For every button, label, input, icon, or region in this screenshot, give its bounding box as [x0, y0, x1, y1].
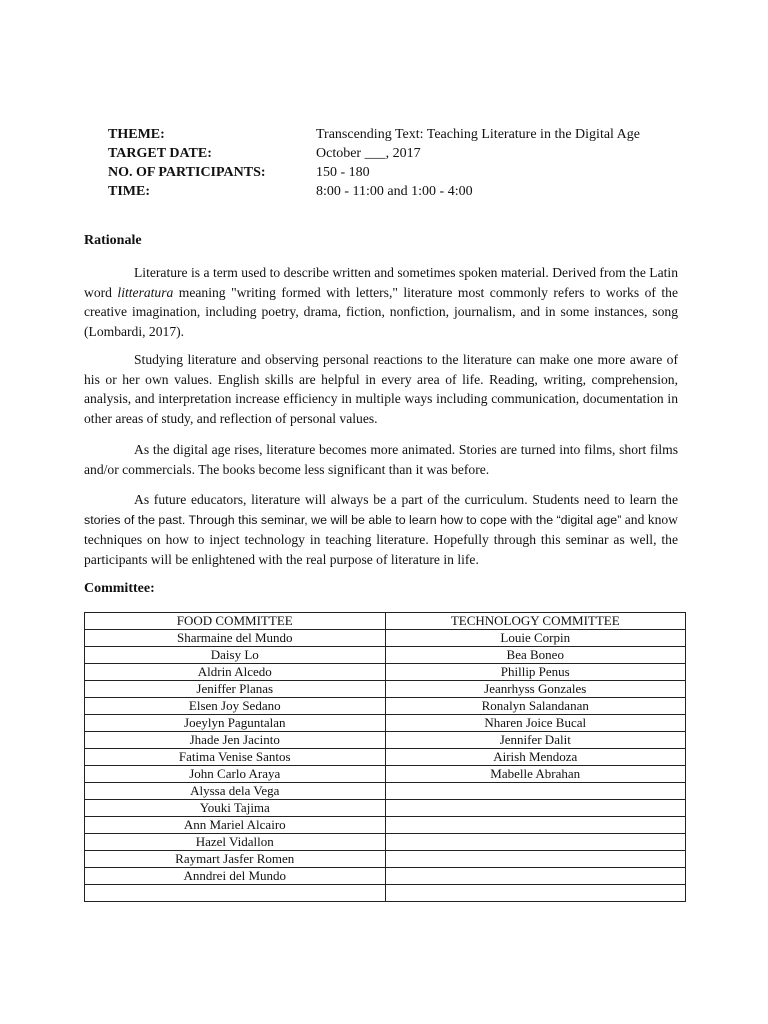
food-committee-cell: Hazel Vidallon — [85, 834, 386, 851]
target-date-value: October ___, 2017 — [316, 146, 421, 161]
food-committee-cell: Ann Mariel Alcairo — [85, 817, 386, 834]
theme-value: Transcending Text: Teaching Literature in the Digital Age — [316, 127, 640, 142]
theme-row — [108, 125, 708, 144]
food-committee-cell: Sharmaine del Mundo — [85, 630, 386, 647]
paragraph-text: As future educators, literature will always be a part of the curriculum. Students need to learn the — [134, 492, 678, 507]
table-row — [85, 698, 686, 715]
committee-table — [84, 612, 686, 902]
participants-label: NO. OF PARTICIPANTS: — [108, 165, 266, 180]
food-committee-cell: John Carlo Araya — [85, 766, 386, 783]
food-committee-cell: Elsen Joy Sedano — [85, 698, 386, 715]
technology-committee-cell: Mabelle Abrahan — [385, 766, 686, 783]
rationale-paragraph — [84, 263, 678, 341]
technology-committee-cell: Louie Corpin — [385, 630, 686, 647]
food-committee-cell: Anndrei del Mundo — [85, 868, 386, 885]
table-header-row — [85, 613, 686, 630]
table-row — [85, 868, 686, 885]
time-label: TIME: — [108, 184, 150, 199]
technology-committee-cell: Nharen Joice Bucal — [385, 715, 686, 732]
technology-committee-cell: Jennifer Dalit — [385, 732, 686, 749]
technology-committee-cell: Jeanrhyss Gonzales — [385, 681, 686, 698]
food-committee-cell: Jeniffer Planas — [85, 681, 386, 698]
table-row — [85, 664, 686, 681]
table-row — [85, 681, 686, 698]
table-row — [85, 732, 686, 749]
italic-term: litteratura — [117, 284, 174, 300]
table-row — [85, 885, 686, 902]
technology-committee-cell: Airish Mendoza — [385, 749, 686, 766]
food-committee-cell: Youki Tajima — [85, 800, 386, 817]
paragraph-text: and know techniques on how to inject technology in teaching literature. Hopefully through this seminar as well, the participants will be enlightened with the real purpose of literature in life. — [84, 511, 678, 567]
rationale-paragraph: Studying literature and observing personal reactions to the literature can make one more aware of his or her own values. English skills are helpful in every area of life. Reading, writing, comprehension, analysis, and interpretation increase efficiency in multiple ways including communication, documentation in other areas of study, and reflection of personal values. — [84, 352, 678, 426]
table-row — [85, 834, 686, 851]
table-row — [85, 817, 686, 834]
food-committee-cell: Jhade Jen Jacinto — [85, 732, 386, 749]
table-row — [85, 749, 686, 766]
technology-committee-cell — [385, 834, 686, 851]
table-row — [85, 630, 686, 647]
time-value: 8:00 - 11:00 and 1:00 - 4:00 — [316, 184, 473, 199]
technology-committee-cell — [385, 885, 686, 902]
food-committee-cell: Joeylyn Paguntalan — [85, 715, 386, 732]
food-committee-cell: Alyssa dela Vega — [85, 783, 386, 800]
time-row — [108, 182, 708, 201]
column-header: TECHNOLOGY COMMITTEE — [385, 613, 686, 630]
target-date-row — [108, 144, 708, 163]
table-row — [85, 647, 686, 664]
participants-value: 150 - 180 — [316, 165, 370, 180]
paragraph-text: meaning "writing formed with letters," literature most commonly refers to works of the creative imagination, including poetry, drama, fiction, nonfiction, journalism, and in some instances, song (Lombardi, 2017). — [84, 284, 678, 339]
paragraph-text: stories of the past. Through this seminar, we will be able to learn how to cope with the “digital age” — [84, 512, 622, 527]
food-committee-cell: Daisy Lo — [85, 647, 386, 664]
table-row — [85, 715, 686, 732]
event-details — [108, 125, 708, 201]
committee-table-body — [85, 630, 686, 902]
table-row — [85, 800, 686, 817]
food-committee-cell — [85, 885, 386, 902]
theme-label: THEME: — [108, 127, 165, 142]
food-committee-cell: Aldrin Alcedo — [85, 664, 386, 681]
rationale-heading: Rationale — [84, 233, 142, 248]
technology-committee-cell: Phillip Penus — [385, 664, 686, 681]
rationale-paragraph — [84, 490, 678, 569]
rationale-paragraph: As the digital age rises, literature becomes more animated. Stories are turned into films, short films and/or commercials. The books become less significant than it was before. — [84, 442, 678, 477]
food-committee-cell: Fatima Venise Santos — [85, 749, 386, 766]
committee-heading: Committee: — [84, 581, 155, 596]
technology-committee-cell — [385, 817, 686, 834]
table-row — [85, 766, 686, 783]
technology-committee-cell — [385, 851, 686, 868]
column-header: FOOD COMMITTEE — [85, 613, 386, 630]
participants-row — [108, 163, 708, 182]
target-date-label: TARGET DATE: — [108, 146, 212, 161]
paragraph-text: Literature is a term used to describe written and sometimes spoken material. Derived from the Latin word — [84, 265, 678, 300]
technology-committee-cell — [385, 868, 686, 885]
food-committee-cell: Raymart Jasfer Romen — [85, 851, 386, 868]
table-row — [85, 783, 686, 800]
technology-committee-cell — [385, 800, 686, 817]
technology-committee-cell: Bea Boneo — [385, 647, 686, 664]
technology-committee-cell: Ronalyn Salandanan — [385, 698, 686, 715]
technology-committee-cell — [385, 783, 686, 800]
table-row — [85, 851, 686, 868]
